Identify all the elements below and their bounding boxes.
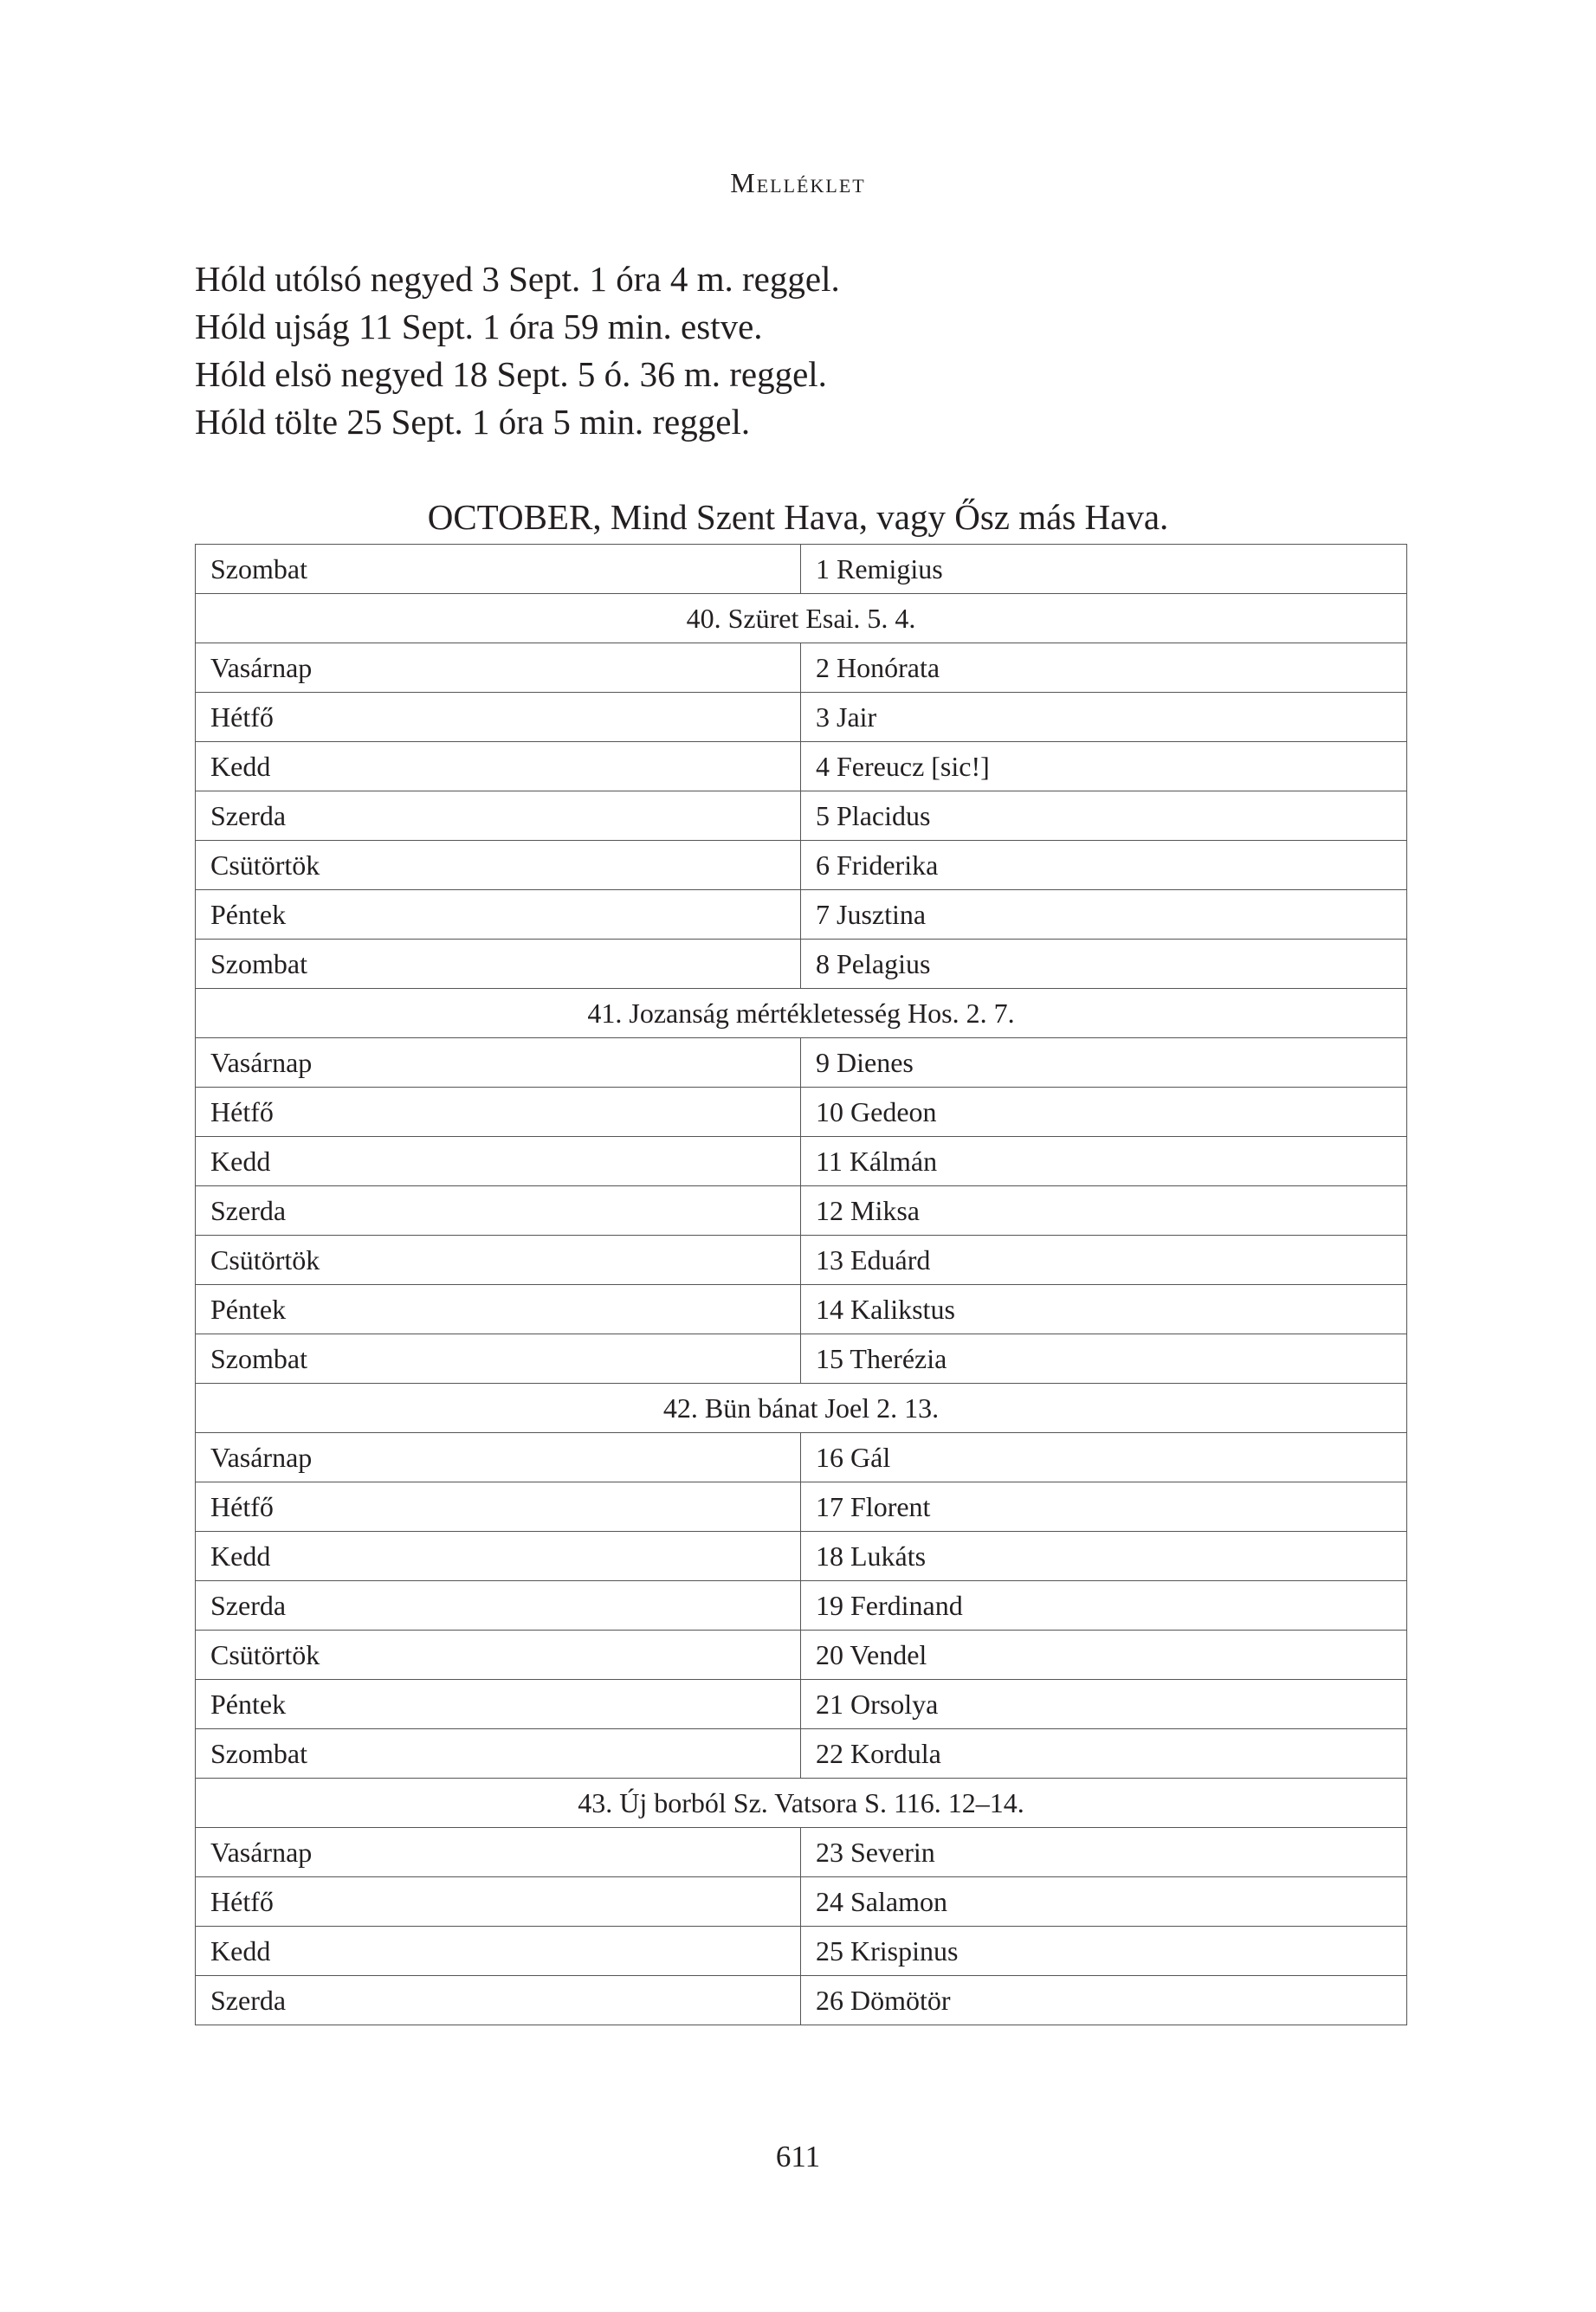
weekday-cell: Szerda	[196, 1976, 801, 2025]
weekday-cell: Hétfő	[196, 1482, 801, 1532]
day-row	[196, 1976, 1407, 2025]
weekday-cell: Szerda	[196, 1581, 801, 1631]
week-heading-row	[196, 1384, 1407, 1433]
weekday-cell: Hétfő	[196, 693, 801, 742]
weekday-cell: Péntek	[196, 1285, 801, 1334]
weekday-cell: Vasárnap	[196, 1828, 801, 1877]
nameday-cell: 6 Friderika	[801, 841, 1407, 890]
nameday-cell: 16 Gál	[801, 1433, 1407, 1482]
week-heading: 41. Jozanság mértékletesség Hos. 2. 7.	[196, 989, 1407, 1038]
nameday-cell: 9 Dienes	[801, 1038, 1407, 1088]
nameday-cell: 26 Dömötör	[801, 1976, 1407, 2025]
day-row	[196, 1285, 1407, 1334]
weekday-cell: Kedd	[196, 1927, 801, 1976]
day-row	[196, 1482, 1407, 1532]
day-row	[196, 545, 1407, 594]
day-row	[196, 1038, 1407, 1088]
moon-phase-line: Hóld utólsó negyed 3 Sept. 1 óra 4 m. reggel.	[195, 259, 840, 299]
week-heading-row	[196, 989, 1407, 1038]
weekday-cell: Szombat	[196, 545, 801, 594]
nameday-cell: 15 Therézia	[801, 1334, 1407, 1384]
week-heading: 42. Bün bánat Joel 2. 13.	[196, 1384, 1407, 1433]
nameday-cell: 12 Miksa	[801, 1186, 1407, 1236]
day-row	[196, 1236, 1407, 1285]
nameday-cell: 25 Krispinus	[801, 1927, 1407, 1976]
weekday-cell: Vasárnap	[196, 643, 801, 693]
nameday-cell: 11 Kálmán	[801, 1137, 1407, 1186]
month-title: OCTOBER, Mind Szent Hava, vagy Ősz más Hava.	[427, 497, 1169, 537]
day-row	[196, 643, 1407, 693]
week-heading: 40. Szüret Esai. 5. 4.	[196, 594, 1407, 643]
nameday-cell: 23 Severin	[801, 1828, 1407, 1877]
moon-phase-line: Hóld ujság 11 Sept. 1 óra 59 min. estve.	[195, 307, 763, 346]
day-row	[196, 940, 1407, 989]
nameday-cell: 22 Kordula	[801, 1729, 1407, 1779]
weekday-cell: Péntek	[196, 890, 801, 940]
nameday-cell: 21 Orsolya	[801, 1680, 1407, 1729]
day-row	[196, 791, 1407, 841]
calendar-table	[195, 544, 1407, 2025]
week-heading-row	[196, 594, 1407, 643]
weekday-cell: Hétfő	[196, 1088, 801, 1137]
week-heading: 43. Új borból Sz. Vatsora S. 116. 12–14.	[196, 1779, 1407, 1828]
weekday-cell: Csütörtök	[196, 1236, 801, 1285]
nameday-cell: 3 Jair	[801, 693, 1407, 742]
calendar-body	[196, 545, 1407, 2025]
nameday-cell: 10 Gedeon	[801, 1088, 1407, 1137]
moon-phase-list	[195, 255, 840, 446]
nameday-cell: 2 Honórata	[801, 643, 1407, 693]
day-row	[196, 742, 1407, 791]
day-row	[196, 1927, 1407, 1976]
weekday-cell: Csütörtök	[196, 841, 801, 890]
day-row	[196, 1334, 1407, 1384]
day-row	[196, 693, 1407, 742]
weekday-cell: Kedd	[196, 742, 801, 791]
day-row	[196, 1877, 1407, 1927]
day-row	[196, 1088, 1407, 1137]
weekday-cell: Szerda	[196, 1186, 801, 1236]
weekday-cell: Vasárnap	[196, 1433, 801, 1482]
day-row	[196, 1186, 1407, 1236]
weekday-cell: Szombat	[196, 1334, 801, 1384]
day-row	[196, 890, 1407, 940]
nameday-cell: 7 Jusztina	[801, 890, 1407, 940]
weekday-cell: Szombat	[196, 1729, 801, 1779]
nameday-cell: 20 Vendel	[801, 1631, 1407, 1680]
nameday-cell: 8 Pelagius	[801, 940, 1407, 989]
nameday-cell: 17 Florent	[801, 1482, 1407, 1532]
weekday-cell: Csütörtök	[196, 1631, 801, 1680]
day-row	[196, 1581, 1407, 1631]
day-row	[196, 1631, 1407, 1680]
moon-phase-line: Hóld tölte 25 Sept. 1 óra 5 min. reggel.	[195, 402, 751, 442]
weekday-cell: Kedd	[196, 1137, 801, 1186]
day-row	[196, 841, 1407, 890]
week-heading-row	[196, 1779, 1407, 1828]
moon-phase-line: Hóld elsö negyed 18 Sept. 5 ó. 36 m. reggel.	[195, 354, 827, 394]
nameday-cell: 13 Eduárd	[801, 1236, 1407, 1285]
nameday-cell: 5 Placidus	[801, 791, 1407, 841]
day-row	[196, 1828, 1407, 1877]
nameday-cell: 14 Kalikstus	[801, 1285, 1407, 1334]
day-row	[196, 1532, 1407, 1581]
page-number: 611	[775, 2140, 821, 2173]
nameday-cell: 24 Salamon	[801, 1877, 1407, 1927]
weekday-cell: Kedd	[196, 1532, 801, 1581]
weekday-cell: Péntek	[196, 1680, 801, 1729]
weekday-cell: Hétfő	[196, 1877, 801, 1927]
weekday-cell: Szombat	[196, 940, 801, 989]
running-head: Melléklet	[730, 167, 866, 198]
nameday-cell: 4 Fereucz [sic!]	[801, 742, 1407, 791]
day-row	[196, 1137, 1407, 1186]
nameday-cell: 1 Remigius	[801, 545, 1407, 594]
nameday-cell: 18 Lukáts	[801, 1532, 1407, 1581]
day-row	[196, 1680, 1407, 1729]
nameday-cell: 19 Ferdinand	[801, 1581, 1407, 1631]
weekday-cell: Vasárnap	[196, 1038, 801, 1088]
weekday-cell: Szerda	[196, 791, 801, 841]
day-row	[196, 1729, 1407, 1779]
day-row	[196, 1433, 1407, 1482]
